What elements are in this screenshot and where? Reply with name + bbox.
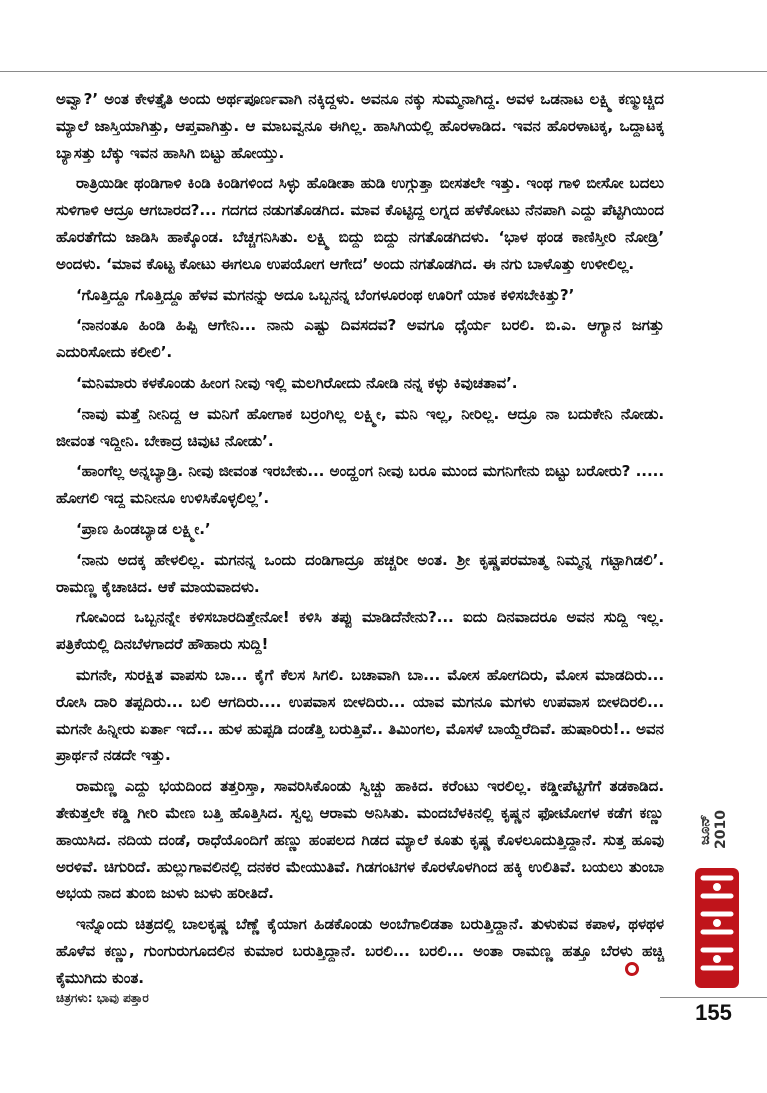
paragraph: ರಾಮಣ್ಣ ಎದ್ದು ಭಯದಿಂದ ತತ್ತರಿಸ್ತಾ, ಸಾವರಿಸಿಕೊಂಡು ಸ್ವಿಚ್ಚು ಹಾಕಿದ. ಕರೆಂಟು ಇರಲಿಲ್ಲ. ಕಡ್ಡೀಪೆಟ್ಟಿಗೆಗೆ ತಡಕಾಡಿದ. ತೇಕುತ್ತಲೇ ಕಡ್ಡಿ ಗೀರಿ ಮೇಣ ಬತ್ತಿ ಹೊತ್ತಿಸಿದ. ಸ್ವಲ್ಪ ಆರಾಮ ಅನಿಸಿತು. ಮಂದಬೆಳಕಿನಲ್ಲಿ ಕೃಷ್ಣನ ಫೋಟೋಗಳ ಕಡೆಗ ಕಣ್ಣು ಹಾಯಿಸಿದ. ನದಿಯ ದಂಡೆ, ರಾಧೆಯೊಂದಿಗೆ ಹಣ್ಣು ಹಂಪಲದ ಗಿಡದ ಮ್ಯಾಲೆ ಕೂತು ಕೃಷ್ಣ ಕೊಳಲೂದುತ್ತಿದ್ದಾನೆ. ಸುತ್ತ ಹೂವು ಅರಳಿವೆ. ಚಿಗುರಿದೆ. ಹುಲ್ಲುಗಾವಲಿನಲ್ಲಿ ದನಕರ ಮೇಯುತಿವೆ. ಗಿಡಗಂಟಿಗಳ ಕೊರಳೊಳಗಿಂದ ಹಕ್ಕಿ ಉಲಿತಿವೆ. ಬಯಲು ತುಂಬಾ ಅಭಯ ನಾದ ತುಂಬಿ ಜುಳು ಜುಳು ಹರೀತಿದೆ. <box>56 777 664 903</box>
paragraph: ಗೋವಿಂದ ಒಬ್ಬನನ್ನೇ ಕಳಿಸಬಾರದಿತ್ತೇನೋ! ಕಳಿಸಿ ತಪ್ಪು ಮಾಡಿದೆನೇನು?... ಐದು ದಿನವಾದರೂ ಅವನ ಸುದ್ದಿ ಇಲ್ಲ. ಪತ್ರಿಕೆಯಲ್ಲಿ ದಿನಬೆಳಗಾದರೆ ಹೌಹಾರು ಸುದ್ದಿ! <box>56 608 664 654</box>
paragraph: ಮಗನೇ, ಸುರಕ್ಷಿತ ವಾಪಸು ಬಾ... ಕೈಗೆ ಕೆಲಸ ಸಿಗಲಿ. ಬಚಾವಾಗಿ ಬಾ... ಮೋಸ ಹೋಗದಿರು, ಮೋಸ ಮಾಡದಿರು... ರೋಸಿ ದಾರಿ ತಪ್ಪದಿರು... ಬಲಿ ಆಗದಿರು.... ಉಪವಾಸ ಬೀಳದಿರು... ಯಾವ ಮಗನೂ ಮಗಳು ಉಪವಾಸ ಬೀಳದಿರಲಿ... ಮಗನೇ ಹಿನ್ನೀರು ಏರ್ತಾ ಇದೆ... ಹುಳ ಹುಪ್ಪಡಿ ದಂಡೆತ್ತಿ ಬರುತ್ತಿವೆ.. ತಿಮಿಂಗಲ, ಮೊಸಳೆ ಬಾಯ್ದೆರೆದಿವೆ. ಹುಷಾರಿರು!.. ಅವನ ಪ್ರಾರ್ಥನೆ ನಡದೇ ಇತ್ತು. <box>56 665 664 765</box>
paragraph: ‘ನಾನು ಅದಕ್ಕ ಹೇಳಲಿಲ್ಲ. ಮಗನನ್ನ ಒಂದು ದಂಡಿಗಾದ್ರೂ ಹಚ್ಚರೀ ಅಂತ. ಶ್ರೀ ಕೃಷ್ಣಪರಮಾತ್ಮ ನಿಮ್ಮನ್ನ ಗಟ್ಟಾಗಿಡಲಿ’. ರಾಮಣ್ಣ ಕೈಚಾಚಿದ. ಆಕೆ ಮಾಯವಾದಳು. <box>56 550 664 596</box>
paragraph: ‘ನಾನಂತೂ ಹಿಂಡಿ ಹಿಪ್ಪಿ ಆಗೇನಿ... ನಾನು ಎಷ್ಟು ದಿವಸದವ? ಅವಗೂ ಧೈರ್ಯ ಬರಲಿ. ಬಿ.ಎ. ಆಗ್ಯಾನ ಜಗತ್ತು ಎದುರಿಸೋದು ಕಲೀಲಿ’. <box>56 316 664 362</box>
paragraph: ‘ನಾವು ಮತ್ತೆ ನೀನಿದ್ದ ಆ ಮನಿಗೆ ಹೋಗಾಕ ಬರ್ರಂಗಿಲ್ಲ ಲಕ್ಷ್ಮೀ, ಮನಿ ಇಲ್ಲ, ನೀರಿಲ್ಲ. ಆದ್ರೂ ನಾ ಬದುಕೇನಿ ನೋಡು. ಜೀವಂತ ಇದ್ದೀನಿ. ಬೇಕಾದ್ರ ಚಿವುಟಿ ನೋಡು’. <box>56 404 664 450</box>
header-rule <box>0 71 767 72</box>
paragraph: ಇನ್ನೊಂದು ಚಿತ್ರದಲ್ಲಿ ಬಾಲಕೃಷ್ಣ ಬೆಣ್ಣೆ ಕೈಯಾಗ ಹಿಡಕೊಂಡು ಅಂಬೆಗಾಲಿಡತಾ ಬರುತ್ತಿದ್ದಾನೆ. ತುಳುಕುವ ಕಪಾಳ, ಥಳಥಳ ಹೊಳೆವ ಕಣ್ಣು, ಗುಂಗುರುಗೂದಲಿನ ಕುಮಾರ ಬರುತ್ತಿದ್ದಾನೆ. ಬರಲಿ... ಬರಲಿ... ಅಂತಾ ರಾಮಣ್ಣ ಹತ್ತೂ ಬೆರಳು ಹಚ್ಚಿ ಕೈಮುಗಿದು ಕುಂತ. <box>56 915 664 987</box>
paragraph: ‘ಪ್ರಾಣ ಹಿಂಡಬ್ಯಾಡ ಲಕ್ಷ್ಮೀ.’ <box>76 519 211 538</box>
paragraph: ‘ಹಾಂಗೆಲ್ಲ ಅನ್ನಬ್ಯಾಡ್ರಿ. ನೀವು ಜೀವಂತ ಇರಬೇಕು... ಅಂದ್ಹಂಗ ನೀವು ಬರೂ ಮುಂದ ಮಗನಿಗೇನು ಬಿಟ್ಟು ಬರೋರು? ..... ಹೋಗಲಿ ಇದ್ದ ಮನೀನೂ ಉಳಿಸಿಕೊಳ್ಳಲಿಲ್ಲ’. <box>56 462 664 508</box>
paragraph: ಅವ್ವಾ?’ ಅಂತ ಕೇಳತ್ತೈತಿ ಅಂದು ಅರ್ಥಪೂರ್ಣವಾಗಿ ನಕ್ಕಿದ್ದಳು. ಅವನೂ ನಕ್ಕು ಸುಮ್ಮನಾಗಿದ್ದ. ಅವಳ ಒಡನಾಟ ಲಕ್ಷ್ಮಿ ಕಣ್ಮುಚ್ಚಿದ ಮ್ಯಾಲೆ ಜಾಸ್ತಿಯಾಗಿತ್ತು, ಆಪ್ತವಾಗಿತ್ತು. ಆ ಮಾಬವ್ವನೂ ಈಗಿಲ್ಲ. ಹಾಸಿಗಿಯಲ್ಲಿ ಹೊರಳಾಡಿದ. ಇವನ ಹೊರಳಾಟಕ್ಕ, ಒದ್ದಾಟಕ್ಕ ಬ್ಯಾಸತ್ತು ಬೆಕ್ಕು ಇವನ ಹಾಸಿಗಿ ಬಿಟ್ಟು ಹೋಯ್ತು. <box>56 90 664 162</box>
paragraph: ‘ಗೊತ್ತಿದ್ದೂ ಗೊತ್ತಿದ್ದೂ ಹೆಳವ ಮಗನನ್ನು ಅದೂ ಒಬ್ಬನನ್ನ ಬೆಂಗಳೂರಂಥ ಊರಿಗೆ ಯಾಕ ಕಳಿಸಬೇಕಿತ್ತು?’ <box>76 285 575 304</box>
paragraph: ‘ಮನಿಮಾರು ಕಳಕೊಂಡು ಹೀಂಗ ನೀವು ಇಲ್ಲಿ ಮಲಗಿರೋದು ನೋಡಿ ನನ್ನ ಕಳ್ಳು ಕಿವುಚತಾವ’. <box>76 373 518 392</box>
issue-date: ಜೂನ್ 2010 <box>697 810 729 850</box>
decorative-ring-icon <box>625 962 639 976</box>
magazine-logo <box>689 866 745 990</box>
paragraph: ರಾತ್ರಿಯಿಡೀ ಥಂಡಿಗಾಳಿ ಕಿಂಡಿ ಕಿಂಡಿಗಳಿಂದ ಸಿಳ್ಳು ಹೊಡೀತಾ ಹುಡಿ ಉಗ್ಗುತ್ತಾ ಬೀಸತಲೇ ಇತ್ತು. ಇಂಥ ಗಾಳಿ ಬೀಸೋ ಬದಲು ಸುಳಿಗಾಳಿ ಆದ್ರೂ ಆಗಬಾರದ?... ಗದಗದ ನಡುಗತೊಡಗಿದ. ಮಾವ ಕೊಟ್ಟಿದ್ದ ಲಗ್ನದ ಹಳೆಕೋಟು ನೆನಪಾಗಿ ಎದ್ದು ಪೆಟ್ಟಿಗಿಯಿಂದ ಹೊರತೆಗೆದು ಜಾಡಿಸಿ ಹಾಕ್ಕೊಂಡ. ಬೆಚ್ಚಗನಿಸಿತು. ಲಕ್ಷ್ಮಿ ಬಿದ್ದು ಬಿದ್ದು ನಗತೊಡಗಿದಳು. ‘ಭಾಳ ಥಂಡ ಕಾಣಿಸ್ತೀರಿ ನೋಡ್ರಿ’ ಅಂದಳು. ‘ಮಾವ ಕೊಟ್ಟ ಕೋಟು ಈಗಲೂ ಉಪಯೋಗ ಆಗೇದ’ ಅಂದು ನಗತೊಡಗಿದ. ಈ ನಗು ಬಾಳೊತ್ತು ಉಳೀಲಿಲ್ಲ. <box>56 174 664 273</box>
article-body <box>56 86 664 996</box>
magazine-sidebar <box>689 800 745 990</box>
footer-rule <box>660 997 767 998</box>
page-number: 155 <box>695 1000 732 1025</box>
illustration-credit: ಚಿತ್ರಗಳು: ಭಾವು ಪತ್ತಾರ <box>56 991 149 1005</box>
